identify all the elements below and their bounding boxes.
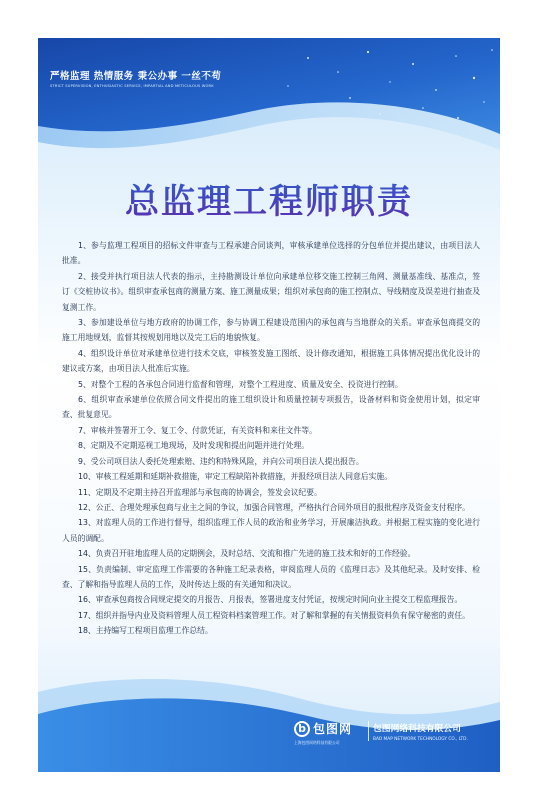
poster — [38, 38, 500, 772]
header-wave-background — [38, 38, 500, 178]
page-title: 总监理工程师职责 — [38, 174, 500, 223]
company-name: 包图网络科技有限公司 — [373, 724, 461, 734]
list-item: 11、定期及不定期主持召开监理部与承包商的协调会，签发会议纪要。 — [78, 487, 322, 497]
list-item: 13、对监理人员的工作进行督导，组织监理工作人员的政治和业务学习，开展廉洁执政。并根据工程实施的变化进行人员的调配。 — [62, 518, 480, 543]
list-item: 16、审查承包商按合同规定提交的月报告、月报表，签署进度支付凭证，按规定时间向业主提交工程监理报告。 — [78, 595, 463, 605]
list-item: 18、主持编写工程项目监理工作总结。 — [78, 626, 213, 636]
footer-divider — [368, 721, 369, 741]
logo-b-icon: b — [294, 721, 310, 737]
list-item: 5、对整个工程的各承包合同进行监督和管理，对整个工程进度、质量及安全、投资进行控制。 — [78, 379, 403, 389]
list-item: 2、接受并执行项目法人代表的指示，主持勘测设计单位向承建单位移交施工控制三角网、测量基准线、基准点，签订《交桩协议书》。组织审查承包商的测量方案、施工测量成果；组织对承包商的施工控制点、导线精度及误差进行抽查及复测工作。 — [62, 271, 480, 312]
list-item: 15、负责编制、审定监理工作需要的各种施工纪录表格，审阅监理人员的《监理日志》及其他纪录。及时安排、检查、了解和指导监理人员的工作，及时传达上级的有关通知和决议。 — [62, 564, 480, 589]
duties-list — [62, 238, 480, 639]
list-item: 17、组织并指导内业及资料管理人员工程资料档案管理工作。对了解和掌握的有关情报资料负有保守秘密的责任。 — [78, 610, 470, 620]
list-item: 3、参加建设单位与地方政府的协调工作，参与协调工程建设范围内的承包商与当地群众的关系。审查承包商提交的施工用地规划，监督其按规划用地以及完工后的地貌恢复。 — [62, 318, 480, 343]
list-item: 1、参与监理工程项目的招标文件审查与工程承建合同谈判，审核承建单位选择的分包单位并提出建议，由项目法人批准。 — [62, 241, 480, 266]
header-slogan-en: STRICT SUPERVISION, ENTHUSIASTIC SERVICE, IMPARTIAL AND METICULOUS WORK — [50, 84, 214, 88]
footer-wave-background — [38, 662, 500, 772]
logo-subtitle: 上海包图网络科技有限公司 — [294, 740, 340, 745]
list-item: 6、组织审查承建单位依照合同文件提出的施工组织设计和质量控制专项报告，设备材料和资金使用计划，拟定审查、批复意见。 — [62, 395, 480, 420]
list-item: 4、组织设计单位对承建单位进行技术交底，审核签发施工图纸、设计修改通知，根据施工具体情况提出优化设计的建议或方案，由项目法人批准后实施。 — [62, 348, 480, 374]
list-item: 7、审核并签署开工令、复工令、付款凭证，有关资料和来往文件等。 — [78, 425, 317, 435]
list-item: 8、定期及不定期巡视工地现场，及时发现和提出问题并进行处理。 — [78, 441, 310, 451]
list-item: 12、公正、合理处理承包商与业主之间的争议，加强合同管理，严格执行合同外项目的报批程序及资金支付程序。 — [78, 502, 470, 512]
list-item: 14、负责召开驻地监理人员的定期例会，及时总结、交流和推广先进的施工技术和好的工作经验。 — [78, 549, 416, 559]
logo-text: 包图网 — [313, 722, 353, 736]
brand-logo — [294, 720, 352, 737]
header-slogan: 严格监理 热情服务 秉公办事 一丝不苟 — [50, 71, 222, 82]
company-name-en: BAO MAP NETWORK TECHNOLOGY CO., LTD. — [373, 737, 468, 742]
list-item: 9、受公司项目法人委托处理索赔、违约和特殊风险，并向公司项目法人提出报告。 — [78, 456, 364, 466]
list-item: 10、审核工程延期和延期补救措施，审定工程缺陷补救措施，并报经项目法人同意后实施。 — [78, 472, 392, 482]
